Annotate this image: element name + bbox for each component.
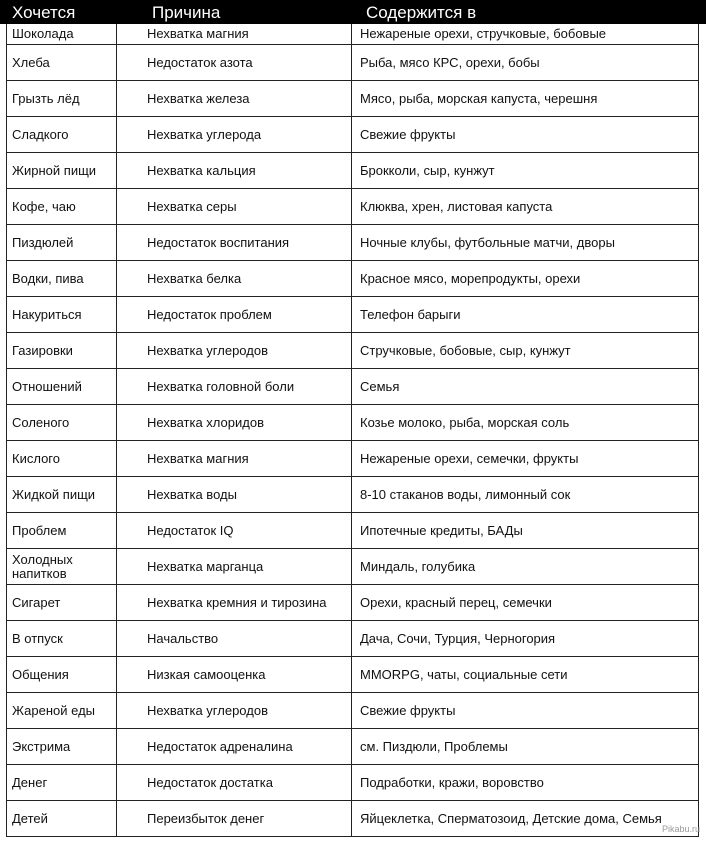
cell-reason: Нехватка белка [117, 261, 352, 297]
cell-source: Подработки, кражи, воровство [352, 765, 699, 801]
table-row [7, 225, 699, 261]
cell-want: Кислого [7, 441, 117, 477]
cell-source: Клюква, хрен, листовая капуста [352, 189, 699, 225]
table-row [7, 693, 699, 729]
header-want: Хочется [12, 3, 76, 22]
cell-want: Шоколада [7, 24, 117, 45]
cell-source: Яйцеклетка, Сперматозоид, Детские дома, Семья [352, 801, 699, 837]
table-row [7, 729, 699, 765]
table-row [7, 765, 699, 801]
cell-reason: Нехватка хлоридов [117, 405, 352, 441]
table-row [7, 333, 699, 369]
watermark: Pikabu.ru [661, 824, 700, 834]
table-row [7, 657, 699, 693]
cell-source: Свежие фрукты [352, 693, 699, 729]
cell-want: Накуриться [7, 297, 117, 333]
cell-reason: Нехватка углеродов [117, 333, 352, 369]
cell-reason: Нехватка магния [117, 441, 352, 477]
cell-reason: Недостаток адреналина [117, 729, 352, 765]
header-source: Содержится в [366, 3, 477, 22]
cell-source: Орехи, красный перец, семечки [352, 585, 699, 621]
table-row [7, 585, 699, 621]
cell-reason: Недостаток IQ [117, 513, 352, 549]
cell-reason: Недостаток азота [117, 45, 352, 81]
cell-source: Брокколи, сыр, кунжут [352, 153, 699, 189]
cell-reason: Нехватка углеродов [117, 693, 352, 729]
cell-source: Телефон барыги [352, 297, 699, 333]
table-row [7, 117, 699, 153]
cell-reason: Недостаток воспитания [117, 225, 352, 261]
cell-source: Стручковые, бобовые, сыр, кунжут [352, 333, 699, 369]
table-body [7, 24, 699, 837]
cell-want: Газировки [7, 333, 117, 369]
cell-reason: Нехватка кальция [117, 153, 352, 189]
cell-source: Ипотечные кредиты, БАДы [352, 513, 699, 549]
cell-source: Нежареные орехи, семечки, фрукты [352, 441, 699, 477]
cell-source: см. Пиздюли, Проблемы [352, 729, 699, 765]
cell-want: Соленого [7, 405, 117, 441]
cell-reason: Нехватка серы [117, 189, 352, 225]
cell-want: Пиздюлей [7, 225, 117, 261]
table-row [7, 81, 699, 117]
cell-reason: Нехватка железа [117, 81, 352, 117]
cell-reason: Низкая самооценка [117, 657, 352, 693]
table-row [7, 549, 699, 585]
cell-want: Общения [7, 657, 117, 693]
table-row [7, 297, 699, 333]
cell-want: Сигарет [7, 585, 117, 621]
cell-source: 8-10 стаканов воды, лимонный сок [352, 477, 699, 513]
cell-want: Отношений [7, 369, 117, 405]
table-row [7, 621, 699, 657]
cell-reason: Переизбыток денег [117, 801, 352, 837]
cell-source: Свежие фрукты [352, 117, 699, 153]
table-row [7, 153, 699, 189]
header-reason: Причина [152, 3, 221, 22]
cell-want: Водки, пива [7, 261, 117, 297]
cell-reason: Нехватка головной боли [117, 369, 352, 405]
cell-want: Экстрима [7, 729, 117, 765]
cell-want: Кофе, чаю [7, 189, 117, 225]
cell-reason: Нехватка воды [117, 477, 352, 513]
table-row [7, 261, 699, 297]
cravings-table [6, 24, 699, 837]
cell-want: Жареной еды [7, 693, 117, 729]
table-row [7, 405, 699, 441]
cell-reason: Нехватка магния [117, 24, 352, 45]
table-row [7, 477, 699, 513]
table-row [7, 45, 699, 81]
cell-want: Грызть лёд [7, 81, 117, 117]
cell-reason: Нехватка углерода [117, 117, 352, 153]
cell-want: Холодных напитков [7, 549, 117, 585]
cell-source: Миндаль, голубика [352, 549, 699, 585]
table-row [7, 441, 699, 477]
cell-source: Мясо, рыба, морская капуста, черешня [352, 81, 699, 117]
cell-want: Денег [7, 765, 117, 801]
cell-want: Хлеба [7, 45, 117, 81]
table-row [7, 513, 699, 549]
cell-reason: Недостаток достатка [117, 765, 352, 801]
cell-source: Нежареные орехи, стручковые, бобовые [352, 24, 699, 45]
cell-want: Жидкой пищи [7, 477, 117, 513]
cell-source: Ночные клубы, футбольные матчи, дворы [352, 225, 699, 261]
cell-source: Дача, Сочи, Турция, Черногория [352, 621, 699, 657]
table-row [7, 801, 699, 837]
cell-want: Проблем [7, 513, 117, 549]
cell-reason: Нехватка марганца [117, 549, 352, 585]
cell-reason: Недостаток проблем [117, 297, 352, 333]
cell-want: Детей [7, 801, 117, 837]
cell-reason: Начальство [117, 621, 352, 657]
cell-source: Красное мясо, морепродукты, орехи [352, 261, 699, 297]
table-row [7, 189, 699, 225]
table-row [7, 369, 699, 405]
cell-want: В отпуск [7, 621, 117, 657]
cell-reason: Нехватка кремния и тирозина [117, 585, 352, 621]
cell-source: Рыба, мясо КРС, орехи, бобы [352, 45, 699, 81]
table-header [0, 0, 706, 24]
cell-source: Семья [352, 369, 699, 405]
cell-source: MMORPG, чаты, социальные сети [352, 657, 699, 693]
table-row [7, 24, 699, 45]
cell-want: Сладкого [7, 117, 117, 153]
cell-source: Козье молоко, рыба, морская соль [352, 405, 699, 441]
cell-want: Жирной пищи [7, 153, 117, 189]
